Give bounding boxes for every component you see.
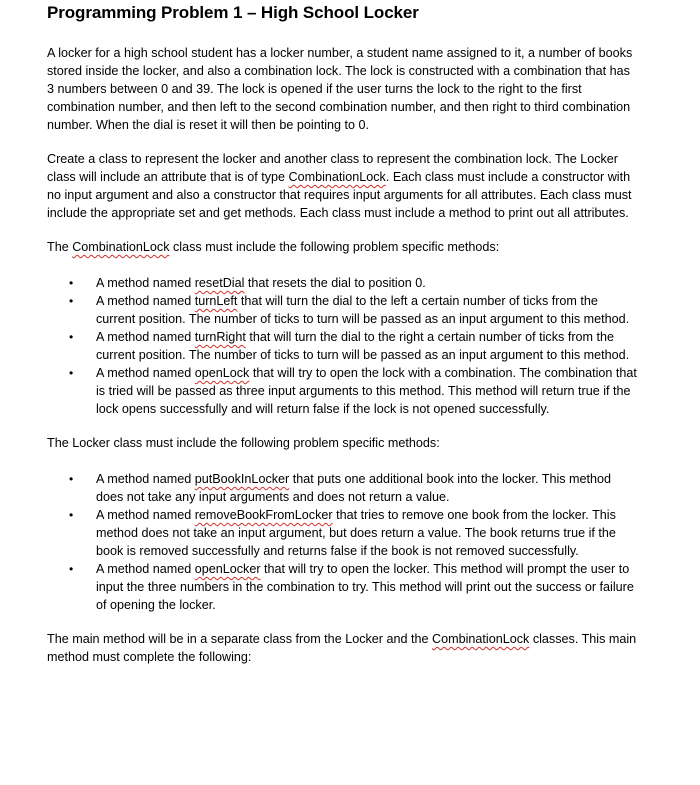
item-pre: A method named [96, 294, 195, 308]
lock-class-name: CombinationLock [72, 240, 170, 254]
method-name: turnLeft [194, 294, 238, 308]
list-item [47, 328, 637, 364]
lock-methods-list [47, 274, 637, 418]
list-item [47, 506, 637, 560]
intro-paragraph: A locker for a high school student has a locker number, a student name assigned to it, a number of books stored inside the locker, and also a combination lock. The lock is constructed with a combination that has 3 numbers between 0 and 39. The lock is opened if the user turns the lock to the right to the first combination number, and then left to the second combination number, and then right to third combination number. When the dial is reset it will then be pointing to 0. [47, 46, 633, 132]
bullet-icon: • [69, 366, 74, 380]
locker-section-intro: The Locker class must include the following problem specific methods: [47, 436, 440, 450]
method-name: openLock [194, 366, 250, 380]
item-pre: A method named [96, 276, 195, 290]
main-text-1: The main method will be in a separate class from the Locker and the [47, 632, 433, 646]
lock-intro-pre: The [47, 240, 73, 254]
list-item [47, 364, 637, 418]
bullet-icon: • [69, 330, 74, 344]
design-text-2: . Each class must include a constructor with no input argument and also a constructor that requires input arguments for all attributes. Each class must include the appropriate set and get methods. Each class must include a method to print out all attributes. [47, 170, 632, 220]
list-item [47, 274, 637, 292]
item-pre: A method named [96, 366, 195, 380]
method-name: putBookInLocker [194, 472, 290, 486]
main-class-name: CombinationLock [432, 632, 530, 646]
item-post: that resets the dial to position 0. [244, 276, 426, 290]
method-name: turnRight [194, 330, 246, 344]
item-post: that will try to open the lock with a combination. The combination that is tried will be passed as three input arguments to this method. This method will return true if the lock opens successfully and will return false if the lock is not opened successfully. [96, 366, 637, 416]
list-item [47, 292, 637, 328]
method-name: removeBookFromLocker [194, 508, 333, 522]
bullet-icon: • [69, 294, 74, 308]
item-post: that will turn the dial to the left a certain number of ticks from the current position. The number of ticks to turn will be passed as an input argument to this method. [96, 294, 630, 326]
item-pre: A method named [96, 472, 195, 486]
main-section-paragraph [47, 630, 637, 666]
locker-methods-list [47, 470, 637, 614]
list-item [47, 470, 637, 506]
method-name: openLocker [194, 562, 261, 576]
bullet-icon: • [69, 508, 74, 522]
lock-intro-post: class must include the following problem specific methods: [169, 240, 500, 254]
bullet-icon: • [69, 276, 74, 290]
type-name: CombinationLock [288, 170, 386, 184]
method-name: resetDial [194, 276, 245, 290]
item-post: that will turn the dial to the right a certain number of ticks from the current position. The number of ticks to turn will be passed as an input argument to this method. [96, 330, 630, 362]
item-pre: A method named [96, 508, 195, 522]
item-post: that puts one additional book into the locker. This method does not take any input arguments and does not return a value. [96, 472, 612, 504]
bullet-icon: • [69, 562, 74, 576]
lock-section-intro [47, 238, 637, 256]
document-page [47, 2, 637, 682]
item-pre: A method named [96, 330, 195, 344]
list-item [47, 560, 637, 614]
bullet-icon: • [69, 472, 74, 486]
design-paragraph [47, 150, 637, 222]
main-text-2: classes. This main method must complete the following: [47, 632, 637, 664]
page-title: Programming Problem 1 – High School Locker [47, 3, 419, 22]
item-pre: A method named [96, 562, 195, 576]
item-post: that will try to open the locker. This method will prompt the user to input the three numbers in the combination to try. This method will print out the success or failure of opening the locker. [96, 562, 634, 612]
design-text-1: Create a class to represent the locker and another class to represent the combination lock. The Locker class will include an attribute that is of type [47, 152, 618, 184]
item-post: that tries to remove one book from the locker. This method does not take an input argument, but does return a value. The book returns true if the book is removed successfully and returns false if the book is not removed successfully. [96, 508, 616, 558]
